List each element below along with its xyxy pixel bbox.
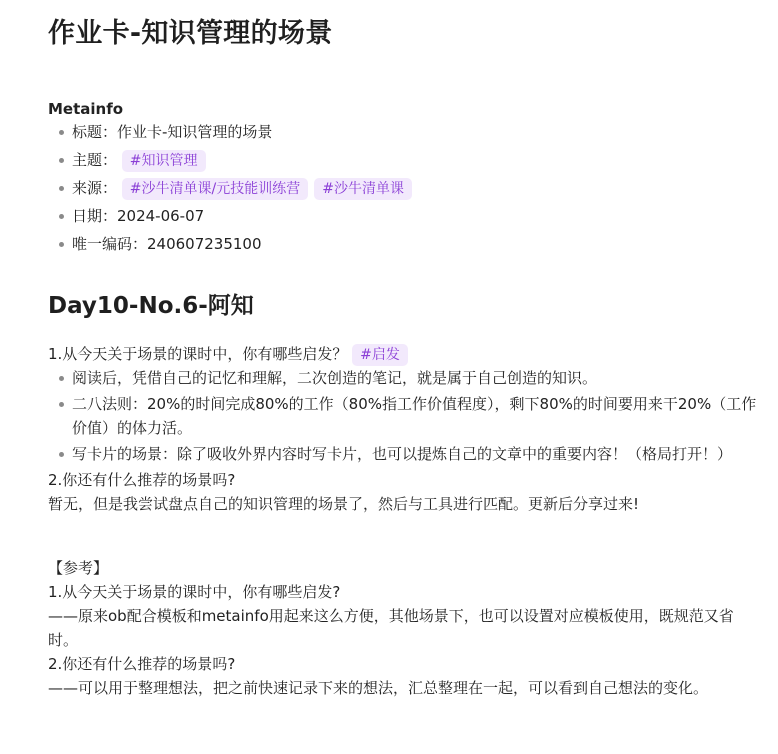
- question-2: 2.你还有什么推荐的场景吗?: [48, 471, 236, 489]
- day-section-body: [48, 342, 758, 516]
- reference-question-1: 1.从今天关于场景的课时中，你有哪些启发?: [48, 583, 341, 601]
- tag-inspiration[interactable]: #启发: [352, 344, 408, 366]
- tag-source-course-camp[interactable]: #沙牛清单课/元技能训练营: [122, 178, 308, 200]
- list-item: [48, 148, 758, 172]
- reference-question-2: 2.你还有什么推荐的场景吗?: [48, 655, 236, 673]
- question-1-text: 1.从今天关于场景的课时中，你有哪些启发？: [48, 345, 348, 363]
- inspiration-list: [48, 366, 758, 466]
- page-title: 作业卡-知识管理的场景: [48, 18, 333, 49]
- question-1: [48, 342, 758, 366]
- list-item: [48, 442, 758, 466]
- spacer: [48, 516, 758, 556]
- bullet-dot-icon: [59, 214, 64, 219]
- tag-source-course[interactable]: #沙牛清单课: [314, 178, 412, 200]
- meta-id-line: 唯一编码：240607235100: [72, 235, 262, 253]
- metainfo-heading: Metainfo: [48, 100, 124, 118]
- bullet-dot-icon: [59, 376, 64, 381]
- meta-topic-label: 主题：: [72, 151, 118, 169]
- reference-heading: 【参考】: [48, 559, 109, 577]
- inspiration-item-1: 阅读后，凭借自己的记忆和理解，二次创造的笔记，就是属于自己创造的知识。: [72, 369, 598, 387]
- reference-answer-2: ——可以用于整理想法，把之前快速记录下来的想法，汇总整理在一起，可以看到自己想法的变化。: [48, 679, 709, 697]
- bullet-dot-icon: [59, 402, 64, 407]
- inspiration-item-3: 写卡片的场景：除了吸收外界内容时写卡片，也可以提炼自己的文章中的重要内容！（格局打开！）: [72, 445, 733, 463]
- bullet-dot-icon: [59, 452, 64, 457]
- tag-knowledge-management[interactable]: #知识管理: [122, 150, 206, 172]
- metainfo-list: [48, 120, 758, 256]
- list-item: [48, 204, 758, 228]
- list-item: [48, 392, 758, 440]
- list-item: [48, 232, 758, 256]
- answer-2: 暂无，但是我尝试盘点自己的知识管理的场景了，然后与工具进行匹配。更新后分享过来!: [48, 495, 640, 513]
- bullet-dot-icon: [59, 242, 64, 247]
- metainfo-section: [48, 98, 758, 256]
- bullet-dot-icon: [59, 186, 64, 191]
- meta-title-line: 标题：作业卡-知识管理的场景: [72, 123, 273, 141]
- inspiration-item-2: 二八法则：20%的时间完成80%的工作（80%指工作价值程度），剩下80%的时间要用来干20%（工作价值）的体力活。: [72, 395, 757, 437]
- reference-section: [48, 556, 758, 700]
- bullet-dot-icon: [59, 158, 64, 163]
- bullet-dot-icon: [59, 130, 64, 135]
- day-section-heading: Day10-No.6-阿知: [48, 293, 254, 319]
- meta-date-line: 日期：2024-06-07: [72, 207, 205, 225]
- list-item: [48, 366, 758, 390]
- list-item: [48, 176, 758, 200]
- reference-answer-1: ——原来ob配合模板和metainfo用起来这么方便，其他场景下，也可以设置对应模板使用，既规范又省时。: [48, 607, 734, 649]
- list-item: [48, 120, 758, 144]
- meta-source-label: 来源：: [72, 179, 118, 197]
